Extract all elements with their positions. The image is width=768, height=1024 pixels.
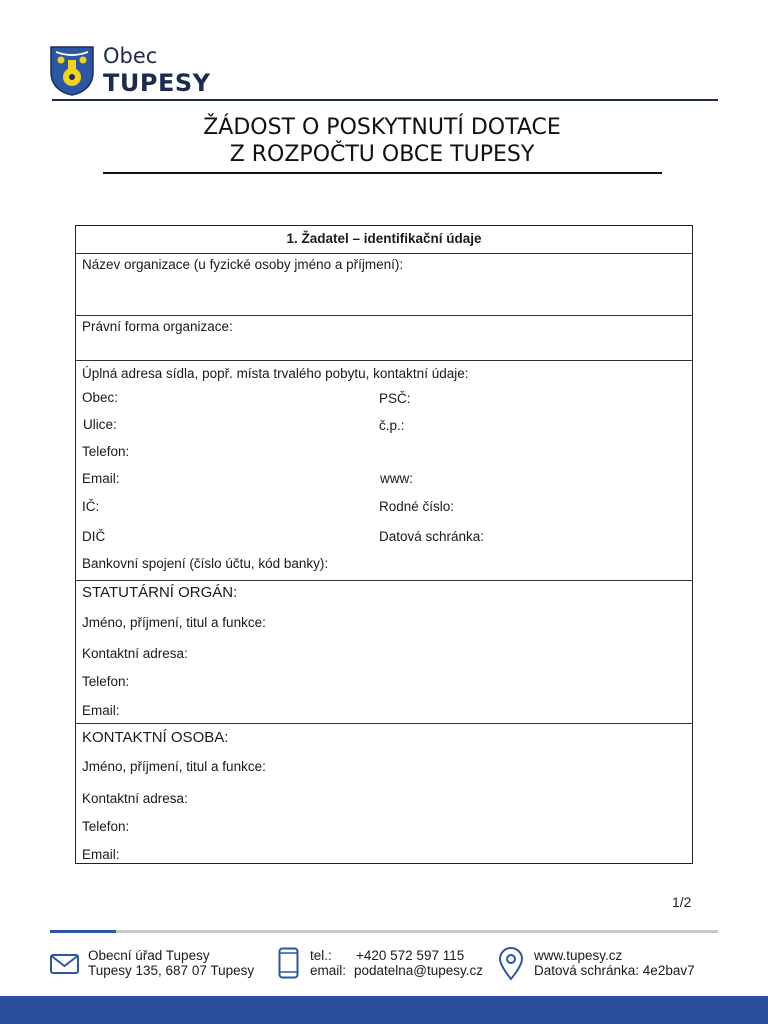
statutory-email-label: Email: xyxy=(82,703,120,718)
email-footer-value: podatelna@tupesy.cz xyxy=(354,963,484,978)
envelope-icon xyxy=(50,954,79,979)
bank-label: Bankovní spojení (číslo účtu, kód banky): xyxy=(82,556,329,571)
title-line-2: Z ROZPOČTU OBCE TUPESY xyxy=(229,142,535,167)
org-name-label: Název organizace (u fyzické osoby jméno a příjmení): xyxy=(82,257,404,272)
statutory-name-label: Jméno, příjmení, titul a funkce: xyxy=(82,615,266,630)
header-divider xyxy=(52,99,718,101)
footer-accent xyxy=(50,930,116,933)
contact-name-label: Jméno, příjmení, titul a funkce: xyxy=(82,759,266,774)
municipality-prefix: Obec xyxy=(103,44,158,68)
page-number: 1/2 xyxy=(672,894,692,910)
contact-address-label: Kontaktní adresa: xyxy=(82,791,188,806)
crest-emblem-icon xyxy=(50,46,94,96)
municipality-name: TUPESY xyxy=(103,69,211,97)
statutory-phone-label: Telefon: xyxy=(82,674,130,689)
website: www.tupesy.cz xyxy=(534,948,623,963)
row-divider xyxy=(76,253,692,254)
tel-value: +420 572 597 115 xyxy=(356,948,465,963)
email-footer-label: email: xyxy=(310,963,347,978)
legal-form-label: Právní forma organizace: xyxy=(82,319,233,334)
row-divider xyxy=(76,723,692,724)
contact-email-label: Email: xyxy=(82,847,120,862)
footer-divider xyxy=(50,930,718,933)
email-label: Email: xyxy=(82,471,120,486)
contact-person-title: KONTAKTNÍ OSOBA: xyxy=(82,729,229,746)
statutory-address-label: Kontaktní adresa: xyxy=(82,646,188,661)
www-label: www: xyxy=(380,471,413,486)
ic-label: IČ: xyxy=(82,499,100,514)
row-divider xyxy=(76,360,692,361)
title-divider xyxy=(103,172,662,174)
office-name: Obecní úřad Tupesy xyxy=(88,948,210,963)
dic-label: DIČ xyxy=(82,529,106,544)
contact-phone-label: Telefon: xyxy=(82,819,130,834)
psc-label: PSČ: xyxy=(379,391,411,406)
bottom-bar xyxy=(0,996,768,1024)
statutory-title: STATUTÁRNÍ ORGÁN: xyxy=(82,584,238,601)
phone-icon xyxy=(278,947,299,984)
phone-label: Telefon: xyxy=(82,444,130,459)
databox-id: Datová schránka: 4e2bav7 xyxy=(534,963,695,978)
office-address: Tupesy 135, 687 07 Tupesy xyxy=(88,963,255,978)
applicant-form-table xyxy=(75,225,693,864)
section-title: 1. Žadatel – identifikační údaje xyxy=(286,231,482,246)
obec-label: Obec: xyxy=(82,390,119,405)
street-label: Ulice: xyxy=(83,417,117,432)
databox-label: Datová schránka: xyxy=(379,529,485,544)
address-label: Úplná adresa sídla, popř. místa trvalého pobytu, kontaktní údaje: xyxy=(82,366,469,381)
row-divider xyxy=(76,315,692,316)
location-pin-icon xyxy=(498,947,524,986)
tel-label: tel.: xyxy=(310,948,332,963)
row-divider xyxy=(76,580,692,581)
birth-number-label: Rodné číslo: xyxy=(379,499,455,514)
document-title xyxy=(100,114,664,168)
title-line-1: ŽÁDOST O POSKYTNUTÍ DOTACE xyxy=(203,115,561,140)
house-number-label: č.p.: xyxy=(379,418,405,433)
